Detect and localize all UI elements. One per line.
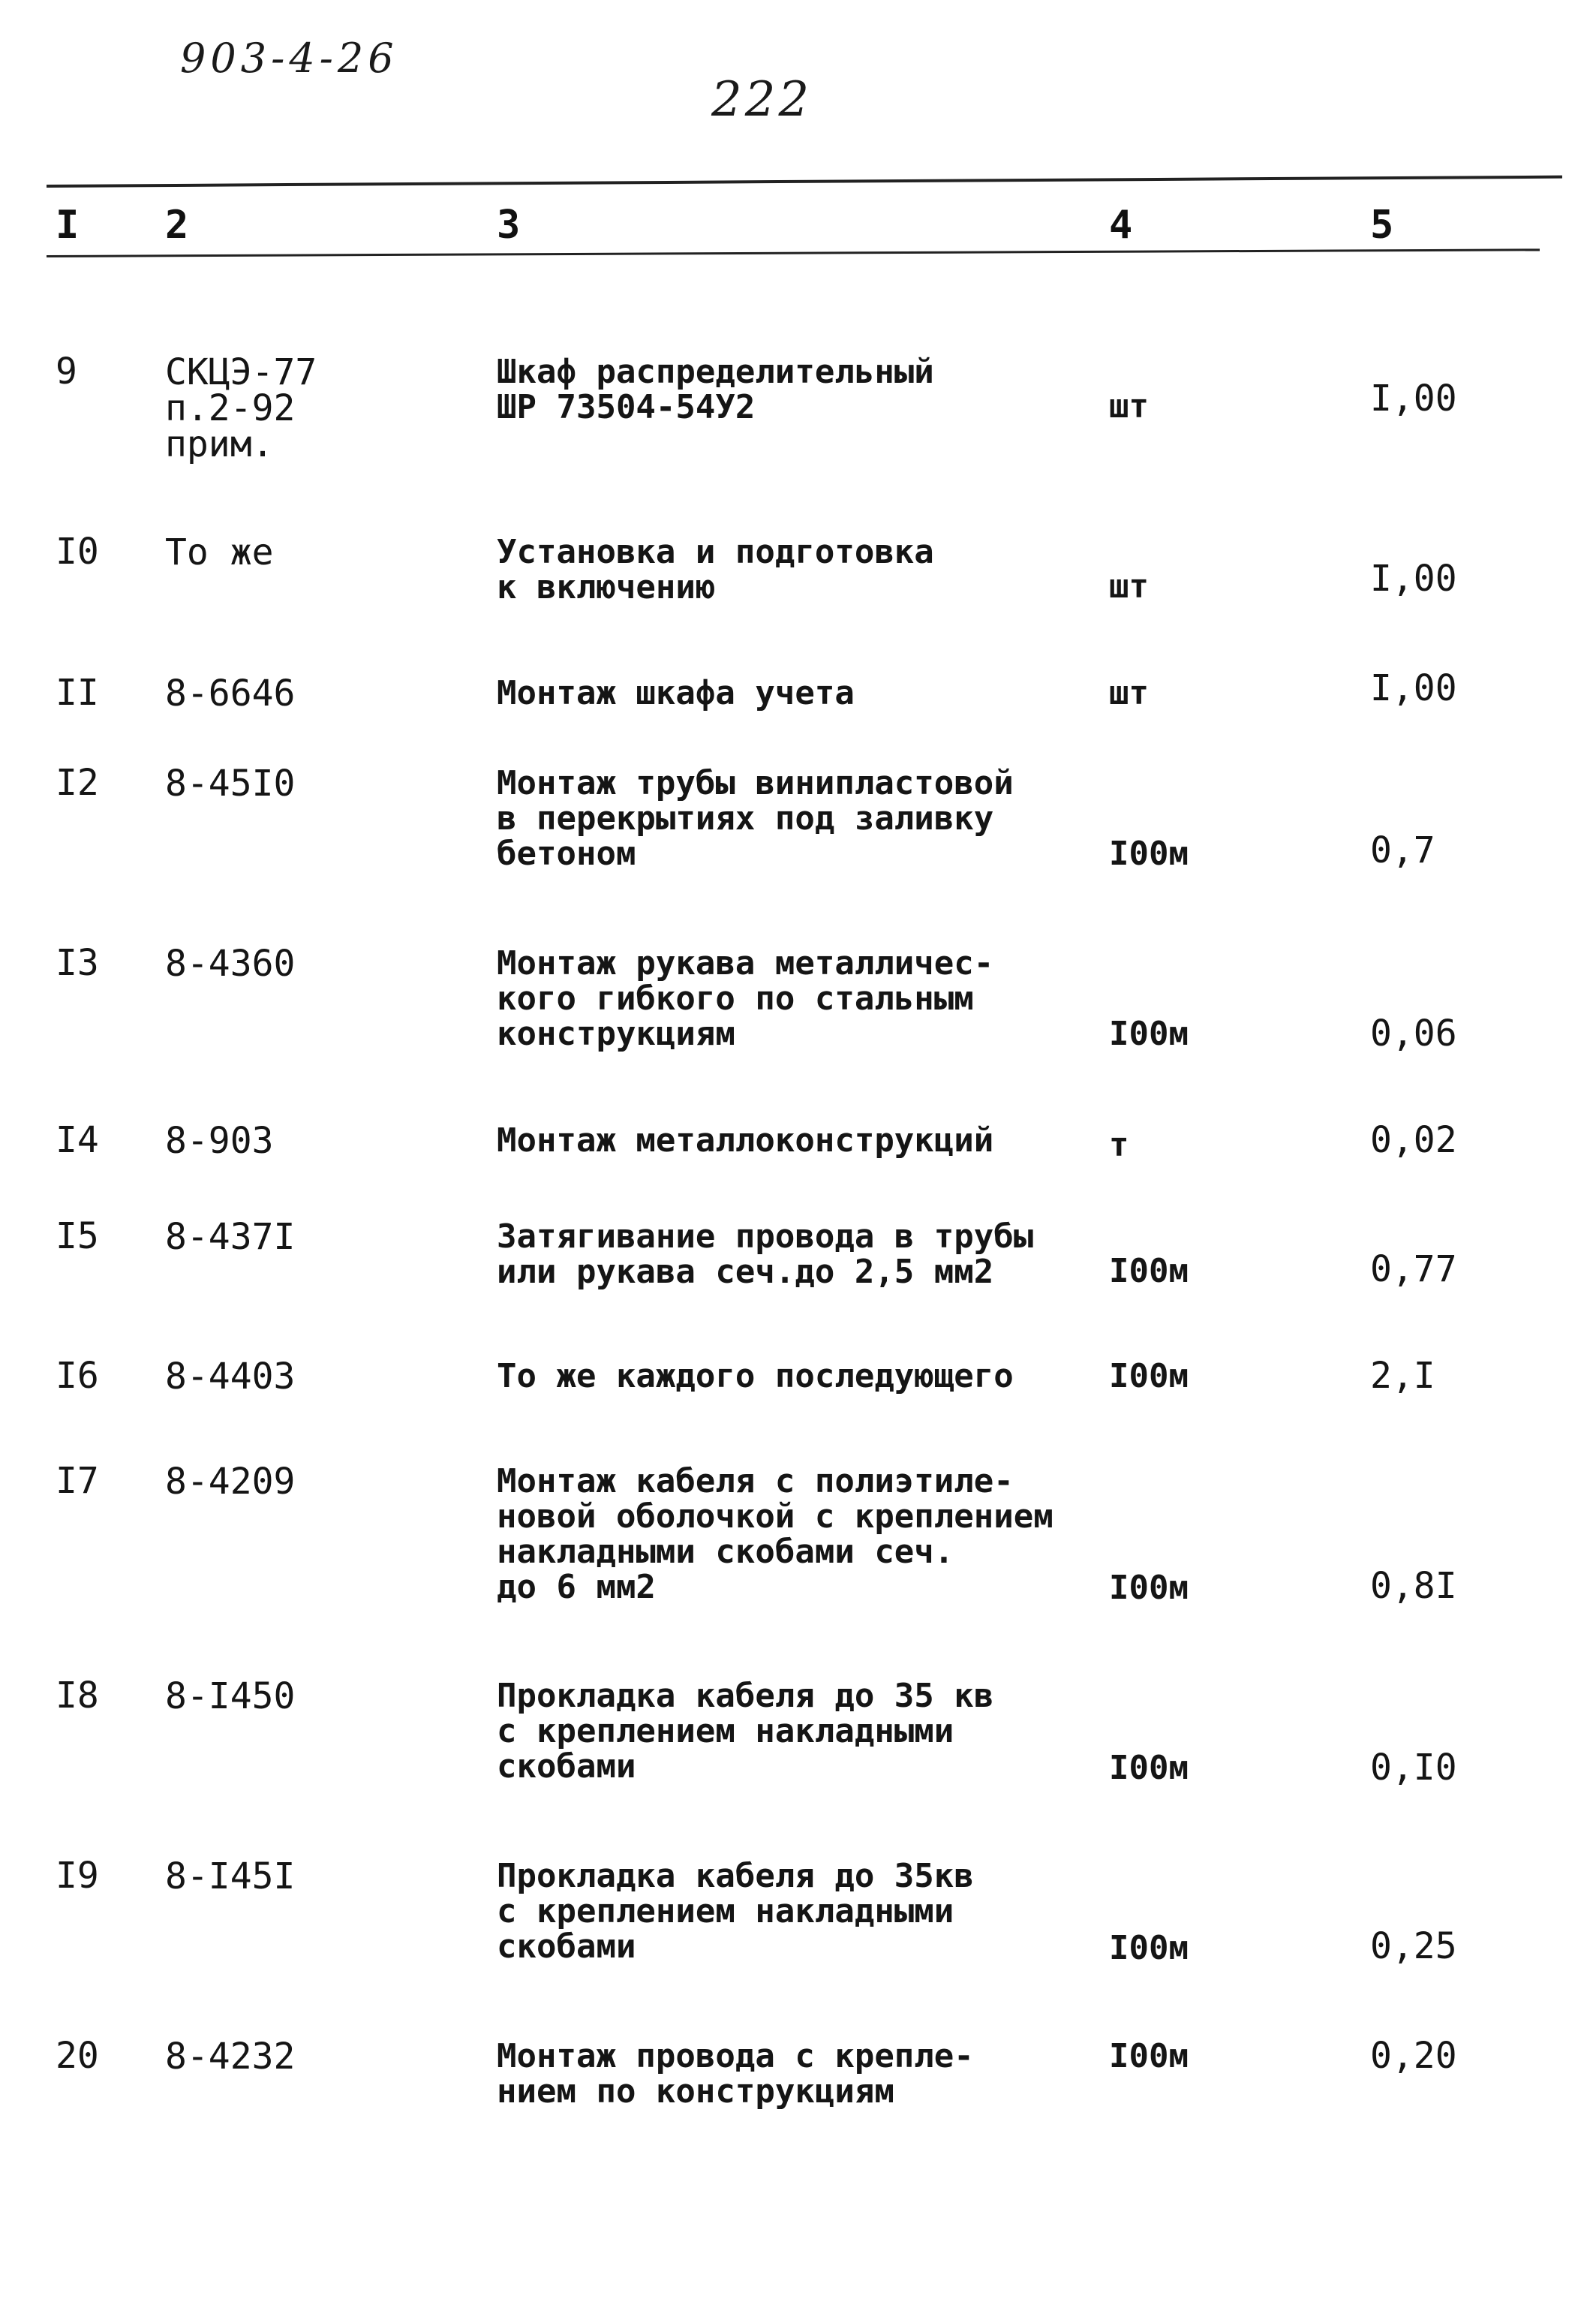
row-number: I7 — [56, 1460, 99, 1502]
row-description: Шкаф распределительный ШР 73504-54У2 — [497, 353, 934, 426]
row-code: 8-I45I — [165, 1855, 296, 1897]
row-description: Прокладка кабеля до 35кв с креплением накладными скобами — [497, 1857, 974, 1966]
row-code: СКЦЭ-77 п.2-92 прим. — [165, 351, 317, 465]
row-description: Монтаж провода с крепле- нием по конструкциям — [497, 2037, 974, 2111]
row-number: II — [56, 672, 99, 714]
row-unit: шт — [1109, 387, 1149, 426]
column-header-5: 5 — [1370, 203, 1394, 248]
row-description: Прокладка кабеля до 35 кв с креплением накладными скобами — [497, 1677, 994, 1786]
row-unit: I00м — [1109, 2037, 1189, 2075]
row-code: 8-I450 — [165, 1675, 296, 1717]
row-quantity: I,00 — [1370, 667, 1457, 709]
column-header-2: 2 — [165, 203, 189, 248]
row-unit: т — [1109, 1126, 1129, 1164]
row-code: 8-4232 — [165, 2036, 296, 2078]
page-number: 222 — [711, 72, 813, 128]
row-number: 9 — [56, 351, 77, 393]
row-quantity: 0,77 — [1370, 1248, 1457, 1290]
column-header-3: 3 — [497, 203, 521, 248]
row-description: Затягивание провода в трубы или рукава сеч.до 2,5 мм2 — [497, 1217, 1034, 1291]
row-number: I8 — [56, 1675, 99, 1717]
row-code: 8-6646 — [165, 673, 296, 715]
row-unit: I00м — [1109, 1015, 1189, 1053]
row-code: 8-45I0 — [165, 763, 296, 805]
row-quantity: I,00 — [1370, 378, 1457, 420]
row-quantity: 0,I0 — [1370, 1747, 1457, 1789]
row-code: То же — [165, 531, 274, 573]
row-description: Монтаж металлоконструкций — [497, 1121, 994, 1160]
row-number: I2 — [56, 762, 99, 804]
row-unit: шт — [1109, 674, 1149, 712]
row-unit: I00м — [1109, 1749, 1189, 1787]
row-number: 20 — [56, 2035, 99, 2077]
row-quantity: I,00 — [1370, 558, 1457, 600]
row-code: 8-4403 — [165, 1356, 296, 1398]
row-unit: I00м — [1109, 1252, 1189, 1290]
row-description: То же каждого последующего — [497, 1357, 1014, 1395]
row-number: I6 — [56, 1355, 99, 1397]
row-number: I0 — [56, 531, 99, 573]
row-code: 8-903 — [165, 1120, 274, 1162]
row-code: 8-4209 — [165, 1461, 296, 1503]
row-number: I9 — [56, 1855, 99, 1897]
row-unit: I00м — [1109, 1929, 1189, 1967]
row-description: Монтаж рукава металличес- кого гибкого по стальным конструкциям — [497, 944, 994, 1053]
row-quantity: 0,02 — [1370, 1119, 1457, 1161]
table-header-rule — [47, 248, 1540, 257]
row-number: I4 — [56, 1119, 99, 1161]
row-unit: шт — [1109, 567, 1149, 606]
row-unit: I00м — [1109, 1357, 1189, 1395]
row-description: Монтаж шкафа учета — [497, 674, 855, 712]
row-description: Установка и подготовка к включению — [497, 533, 934, 606]
row-quantity: 2,I — [1370, 1355, 1435, 1397]
row-code: 8-4360 — [165, 943, 296, 985]
row-number: I3 — [56, 942, 99, 984]
row-description: Монтаж кабеля с полиэтиле- новой оболочкой с креплением накладными скобами сеч. до 6 мм2 — [497, 1462, 1053, 1606]
row-number: I5 — [56, 1215, 99, 1257]
row-unit: I00м — [1109, 835, 1189, 873]
row-unit: I00м — [1109, 1569, 1189, 1607]
row-quantity: 0,06 — [1370, 1013, 1457, 1055]
row-quantity: 0,20 — [1370, 2035, 1457, 2077]
row-code: 8-437I — [165, 1216, 296, 1258]
row-quantity: 0,25 — [1370, 1925, 1457, 1967]
document-code: 903-4-26 — [180, 35, 398, 82]
row-quantity: 0,8I — [1370, 1565, 1457, 1607]
row-description: Монтаж трубы винипластовой в перекрытиях под заливку бетоном — [497, 764, 1014, 873]
column-header-1: I — [56, 203, 80, 248]
table-top-rule — [47, 176, 1562, 188]
column-header-4: 4 — [1109, 203, 1133, 248]
row-quantity: 0,7 — [1370, 829, 1435, 871]
